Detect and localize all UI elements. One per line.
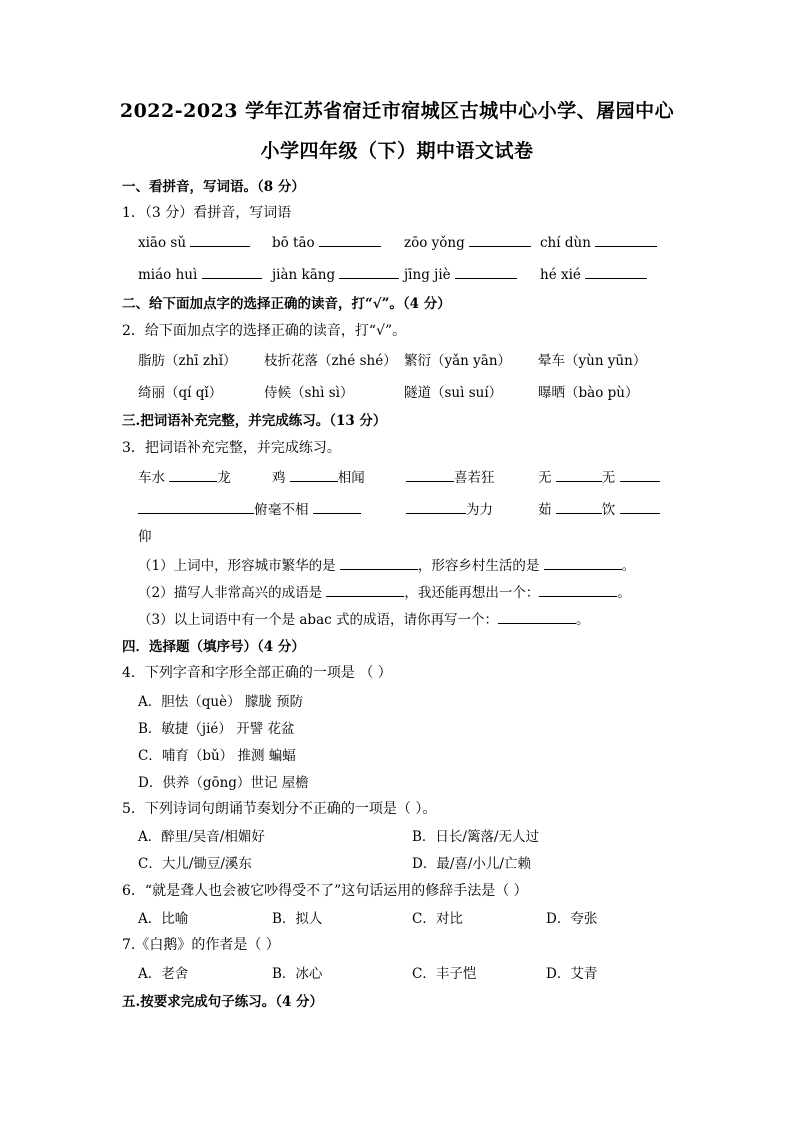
answer-blank[interactable]	[469, 232, 531, 247]
section-heading-3: 三.把词语补充完整，并完成练习。（13 分）	[122, 413, 387, 429]
reading-option[interactable]: 曝晒（bào pù）	[538, 385, 639, 401]
question-3: 3．把词语补充完整，并完成练习。	[122, 440, 341, 456]
question-7: 7.《白鹅》的作者是（ ）	[122, 937, 280, 953]
answer-blank[interactable]	[138, 499, 254, 514]
pinyin-item: bō tāo	[272, 232, 381, 251]
reading-option[interactable]: 绮丽（qí qǐ）	[138, 385, 223, 401]
idiom-wrap: 仰	[138, 529, 152, 545]
answer-blank[interactable]	[585, 264, 647, 279]
pinyin-item: zōo yǒng	[404, 232, 531, 251]
pinyin-item: hé xié	[540, 264, 647, 283]
question-6: 6．“就是聋人也会被它吵得受不了”这句话运用的修辞手法是（ ）	[122, 883, 528, 899]
section-heading-2: 二、给下面加点字的选择正确的读音，打“√”。（4 分）	[122, 296, 451, 312]
q6-option-c[interactable]: C．对比	[412, 911, 463, 927]
exam-title-line2: 小学四年级（下）期中语文试卷	[260, 140, 534, 162]
reading-option[interactable]: 侍候（shì sì）	[264, 385, 354, 401]
q5-option-d[interactable]: D．最/喜/小儿/亡赖	[412, 856, 531, 872]
subquestion-2: （2）描写人非常高兴的成语是 ，我还能再想出一个： 。	[138, 581, 631, 601]
subquestion-1: （1）上词中，形容城市繁华的是 ，形容乡村生活的是 。	[138, 554, 635, 574]
q6-option-d[interactable]: D．夸张	[546, 911, 598, 927]
idiom-item: 毫不相	[268, 498, 361, 518]
idiom-item: 喜若狂	[406, 466, 495, 486]
q5-option-a[interactable]: A．醉里/吴音/相媚好	[138, 829, 265, 845]
q7-option-d[interactable]: D．艾青	[546, 966, 598, 982]
answer-blank[interactable]	[169, 467, 217, 482]
reading-option[interactable]: 脂肪（zhī zhǐ）	[138, 353, 237, 369]
q5-option-c[interactable]: C．大儿/锄豆/溪东	[138, 856, 252, 872]
answer-blank[interactable]	[290, 467, 338, 482]
question-5: 5．下列诗词句朗诵节奏划分不正确的一项是（ ）。	[122, 801, 437, 817]
section-heading-5: 五.按要求完成句子练习。（4 分）	[122, 994, 324, 1010]
q4-option-d[interactable]: D．供养（gōng）世记 屋檐	[138, 775, 309, 791]
answer-blank[interactable]	[313, 499, 361, 514]
q5-option-b[interactable]: B．日长/篱落/无人过	[412, 829, 540, 845]
q4-option-b[interactable]: B．敏捷（jié） 开譬 花盆	[138, 721, 295, 737]
reading-option[interactable]: 晕车（yùn yūn）	[538, 353, 647, 369]
answer-blank[interactable]	[319, 232, 381, 247]
reading-option[interactable]: 隧道（suì suí）	[404, 385, 503, 401]
idiom-item: 车水 龙	[138, 466, 231, 486]
answer-blank[interactable]	[498, 609, 576, 624]
answer-blank[interactable]	[190, 232, 250, 247]
q4-option-c[interactable]: C．哺育（bǔ） 推测 蝙蝠	[138, 748, 296, 764]
q7-option-a[interactable]: A．老舍	[138, 966, 189, 982]
answer-blank[interactable]	[202, 264, 262, 279]
question-2: 2．给下面加点字的选择正确的读音，打“√”。	[122, 323, 407, 339]
answer-blank[interactable]	[539, 582, 617, 597]
pinyin-item: chí dùn	[540, 232, 657, 251]
answer-blank[interactable]	[544, 555, 622, 570]
idiom-item: 茹 饮	[538, 498, 660, 518]
answer-blank[interactable]	[595, 232, 657, 247]
answer-blank[interactable]	[326, 582, 404, 597]
question-4: 4．下列字音和字形全部正确的一项是 （ ）	[122, 665, 392, 681]
idiom-item: 为力	[406, 498, 493, 518]
question-1: 1．（3 分）看拼音，写词语	[122, 205, 292, 221]
q6-option-a[interactable]: A．比喻	[138, 911, 189, 927]
answer-blank[interactable]	[556, 467, 602, 482]
pinyin-item: jīng jiè	[404, 264, 517, 283]
idiom-item: 俯	[138, 498, 268, 518]
pinyin-item: xiāo sǔ	[138, 232, 250, 251]
section-heading-4: 四．选择题（填序号）（4 分）	[122, 639, 305, 655]
q4-option-a[interactable]: A．胆怯（què） 朦胧 预防	[138, 694, 304, 710]
q6-option-b[interactable]: B．拟人	[272, 911, 323, 927]
answer-blank[interactable]	[556, 499, 602, 514]
answer-blank[interactable]	[620, 467, 660, 482]
q7-option-b[interactable]: B．冰心	[272, 966, 323, 982]
subquestion-3: （3）以上词语中有一个是 abac 式的成语，请你再写一个： 。	[138, 608, 589, 628]
exam-title-line1: 2022-2023 学年江苏省宿迁市宿城区古城中心小学、屠园中心	[119, 100, 675, 122]
answer-blank[interactable]	[339, 264, 399, 279]
idiom-item: 无 无	[538, 466, 660, 486]
reading-option[interactable]: 繁衍（yǎn yān）	[404, 353, 512, 369]
q7-option-c[interactable]: C．丰子恺	[412, 966, 477, 982]
pinyin-item: jiàn kāng	[272, 264, 399, 283]
answer-blank[interactable]	[406, 467, 454, 482]
pinyin-item: miáo huì	[138, 264, 262, 283]
reading-option[interactable]: 枝折花落（zhé shé）	[264, 353, 397, 369]
idiom-item: 鸡 相闻	[272, 466, 365, 486]
answer-blank[interactable]	[406, 499, 466, 514]
answer-blank[interactable]	[340, 555, 418, 570]
answer-blank[interactable]	[620, 499, 660, 514]
section-heading-1: 一、看拼音，写词语。（8 分）	[122, 179, 305, 195]
answer-blank[interactable]	[455, 264, 517, 279]
